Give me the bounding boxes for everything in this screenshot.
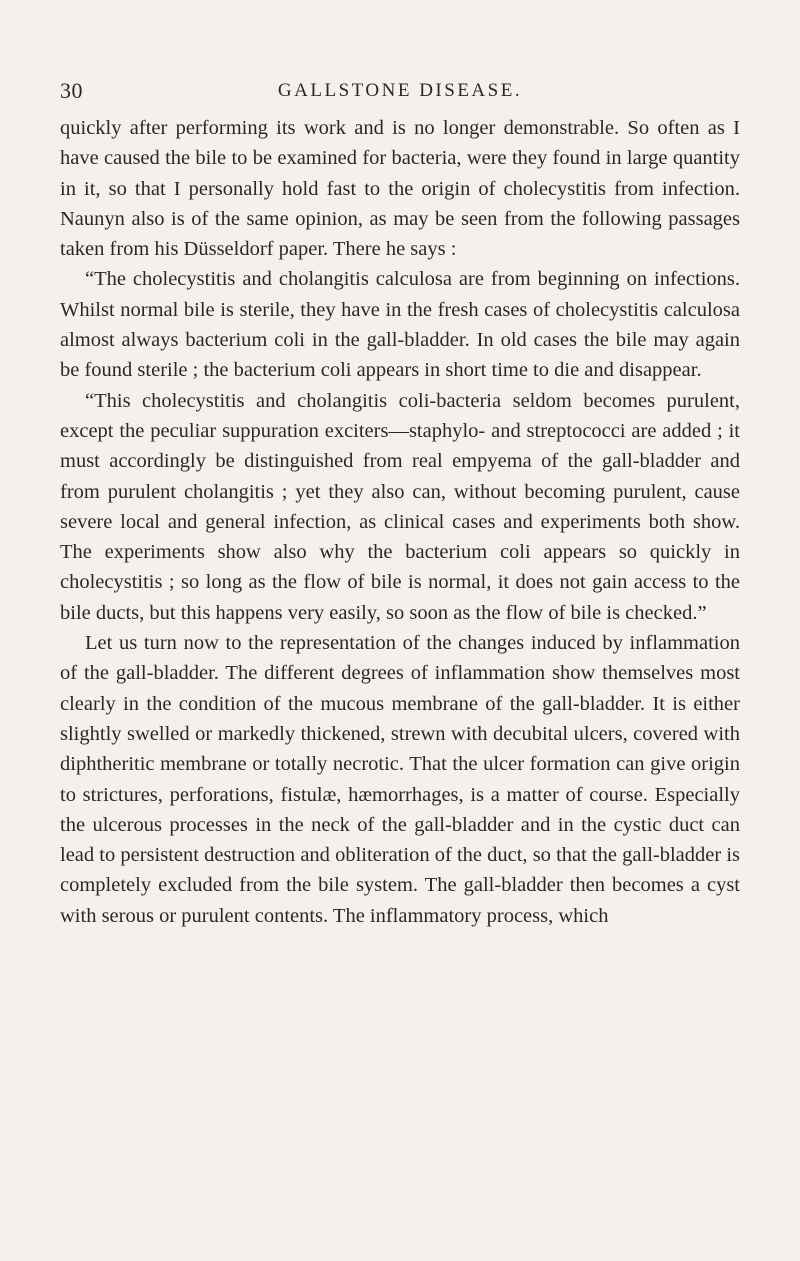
page-number: 30 [60, 78, 83, 103]
paragraph-1: quickly after performing its work and is no longer demonstrable. So often as I have caused the bile to be examined for bacteria, were they found in large quantity in it, so that I personally hold fast to the origin of cholecystitis from infection. Naunyn also is of the same opinion, as may be seen from the following passages taken from his Düsseldorf paper. There he says : [60, 117, 740, 261]
running-title: GALLSTONE DISEASE. [277, 80, 523, 101]
paragraph-2-quote: “The cholecystitis and cholangitis calculosa are from beginning on infections. Whilst normal bile is sterile, they have in the fresh cases of cholecystitis calculosa almost always bacterium coli in the gall-bladder. In old cases the bile may again be found sterile ; the bacterium coli appears in short time to die and disappear. [60, 268, 740, 382]
paragraph-3-quote: “This cholecystitis and cholangitis coli-bacteria seldom becomes purulent, except the peculiar suppuration exciters—staphylo- and streptococci are added ; it must accordingly be distinguished from real empyema of the gall-bladder and from purulent cholangitis ; yet they also can, without becoming purulent, cause severe local and general infection, as clinical cases and experiments both show. The experiments show also why the bacterium coli appears so quickly in cholecystitis ; so long as the flow of bile is normal, it does not gain access to the bile ducts, but this happens very easily, so soon as the flow of bile is checked.” [60, 389, 740, 624]
body-text [60, 113, 740, 931]
paragraph-4: Let us turn now to the representation of the changes induced by inflammation of the gall-bladder. The different degrees of inflammation show themselves most clearly in the condition of the mucous membrane of the gall-bladder. It is either slightly swelled or markedly thickened, strewn with decubital ulcers, covered with diphtheritic membrane or totally necrotic. That the ulcer formation can give origin to strictures, perforations, fistulæ, hæmorrhages, is a matter of course. Especially the ulcerous processes in the neck of the gall-bladder and in the cystic duct can lead to persistent destruction and obliteration of the duct, so that the gall-bladder is completely excluded from the bile system. The gall-bladder then becomes a cyst with serous or purulent contents. The inflammatory process, which [60, 632, 740, 927]
page-header [60, 78, 740, 108]
